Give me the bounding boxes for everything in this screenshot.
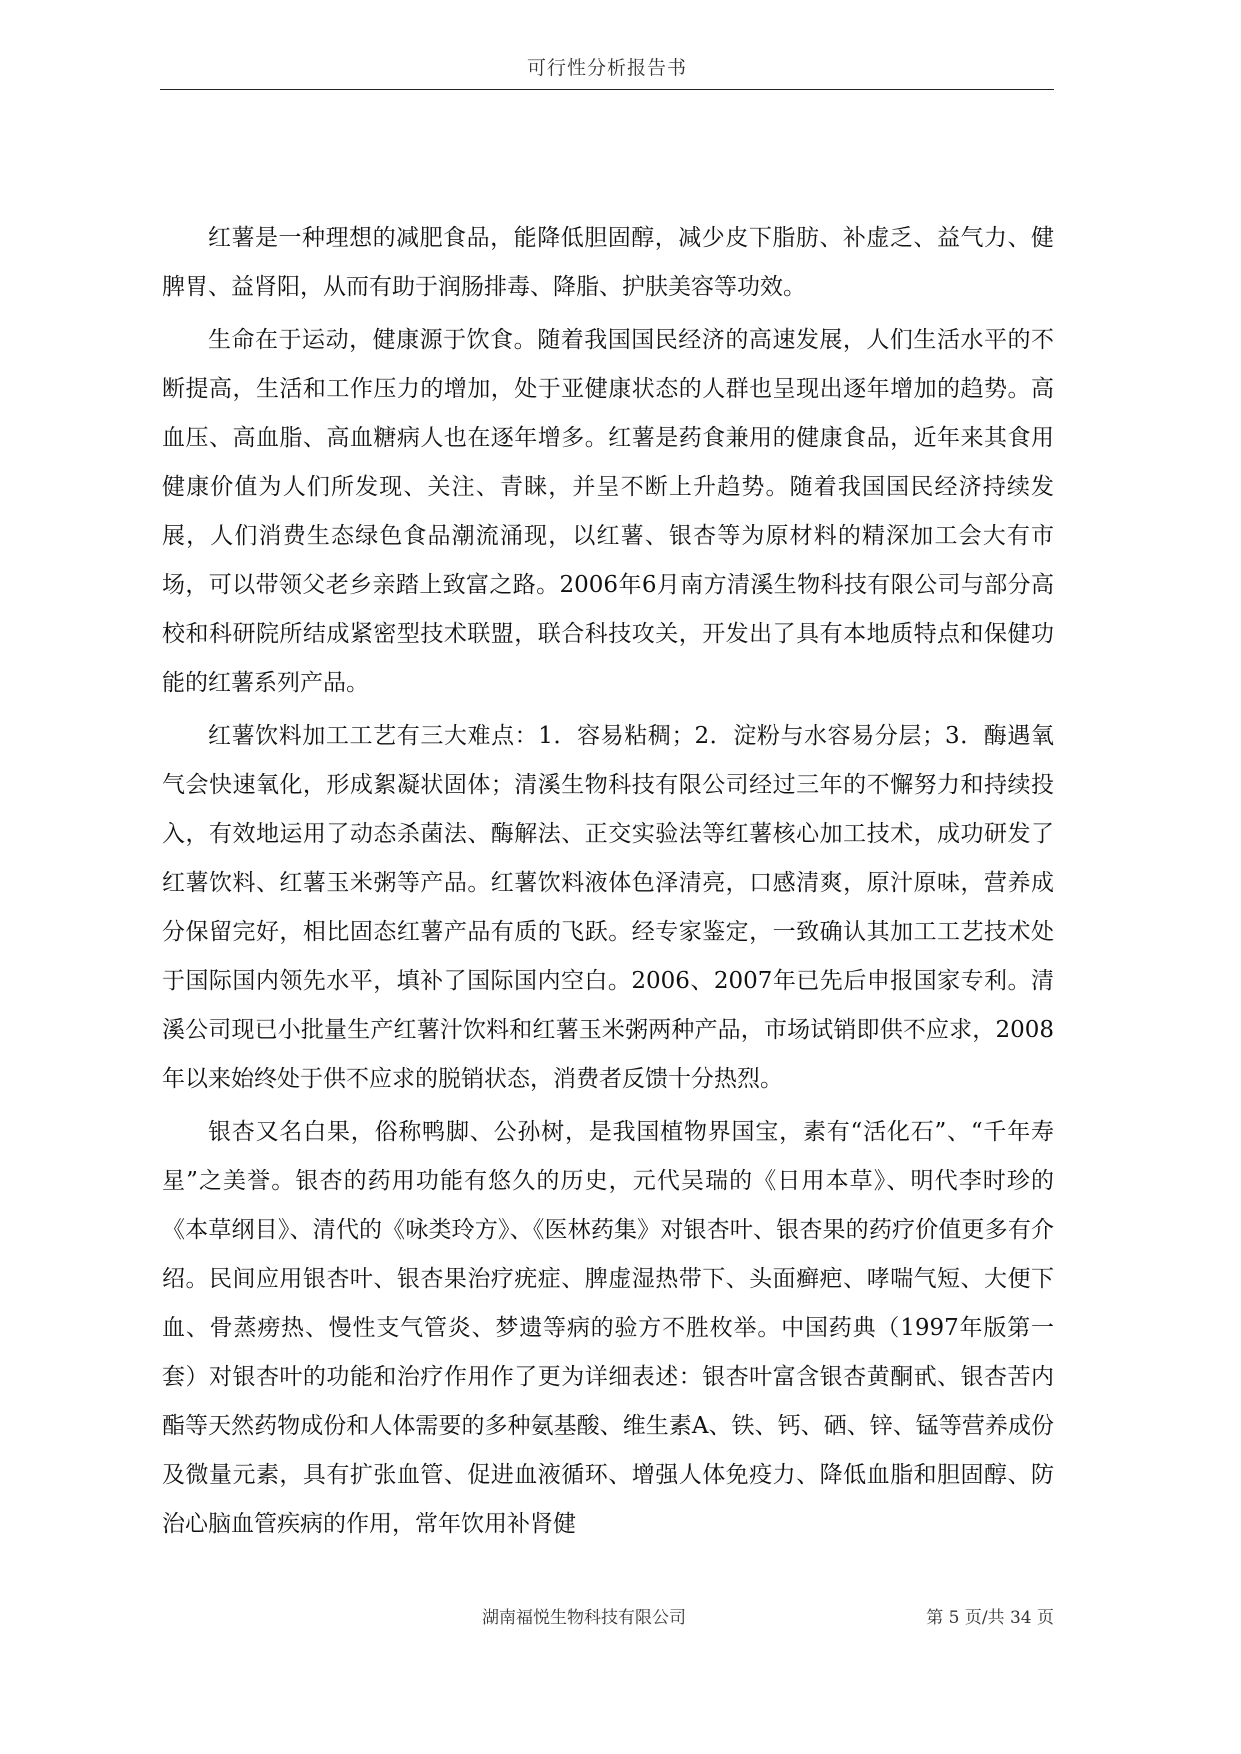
paragraph-health-market: 生命在于运动，健康源于饮食。随着我国国民经济的高速发展，人们生活水平的不断提高，生活和工作压力的增加，处于亚健康状态的人群也呈现出逐年增加的趋势。高血压、高血脂、高血糖病人也在逐年增多。红薯是药食兼用的健康食品，近年来其食用健康价值为人们所发现、关注、青睐，并呈不断上升趋势。随着我国国民经济持续发展，人们消费生态绿色食品潮流涌现，以红薯、银杏等为原材料的精深加工会大有市场，可以带领父老乡亲踏上致富之路。2006年6月南方清溪生物科技有限公司与部分高校和科研院所结成紧密型技术联盟，联合科技攻关，开发出了具有本地质特点和保健功能的红薯系列产品。	[162, 327, 1054, 696]
footer-company-name: 湖南福悦生物科技有限公司	[482, 1608, 686, 1628]
document-body	[162, 214, 1054, 1549]
paragraph-ginkgo: 银杏又名白果，俗称鸭脚、公孙树，是我国植物界国宝，素有“活化石”、“千年寿星”之美誉。银杏的药用功能有悠久的历史，元代吴瑞的《日用本草》、明代李时珍的《本草纲目》、清代的《咏类玲方》、《医林药集》对银杏叶、银杏果的药疗价值更多有介绍。民间应用银杏叶、银杏果治疗疣症、脾虚湿热带下、头面癣疤、哮喘气短、大便下血、骨蒸痨热、慢性支气管炎、梦遗等病的验方不胜枚举。中国药典（1997年版第一套）对银杏叶的功能和治疗作用作了更为详细表述：银杏叶富含银杏黄酮甙、银杏苦内酯等天然药物成份和人体需要的多种氨基酸、维生素A、铁、钙、硒、锌、锰等营养成份及微量元素，具有扩张血管、促进血液循环、增强人体免疫力、降低血脂和胆固醇、防治心脑血管疾病的作用，常年饮用补肾健	[162, 1119, 1054, 1537]
page-header	[160, 57, 1054, 90]
paragraph-beverage-process: 红薯饮料加工工艺有三大难点：1．容易粘稠；2．淀粉与水容易分层；3．酶遇氧气会快速氧化，形成絮凝状固体；清溪生物科技有限公司经过三年的不懈努力和持续投入，有效地运用了动态杀菌法、酶解法、正交实验法等红薯核心加工技术，成功研发了红薯饮料、红薯玉米粥等产品。红薯饮料液体色泽清亮，口感清爽，原汁原味，营养成分保留完好，相比固态红薯产品有质的飞跃。经专家鉴定，一致确认其加工工艺技术处于国际国内领先水平，填补了国际国内空白。2006、2007年已先后申报国家专利。清溪公司现已小批量生产红薯汁饮料和红薯玉米粥两种产品，市场试销即供不应求，2008年以来始终处于供不应求的脱销状态，消费者反馈十分热烈。	[162, 723, 1054, 1092]
paragraph-sweet-potato-diet: 红薯是一种理想的减肥食品，能降低胆固醇，减少皮下脂肪、补虚乏、益气力、健脾胃、益肾阳，从而有助于润肠排毒、降脂、护肤美容等功效。	[162, 225, 1054, 300]
header-title: 可行性分析报告书	[526, 57, 687, 79]
footer-page-number: 第 5 页/共 34 页	[926, 1608, 1054, 1628]
